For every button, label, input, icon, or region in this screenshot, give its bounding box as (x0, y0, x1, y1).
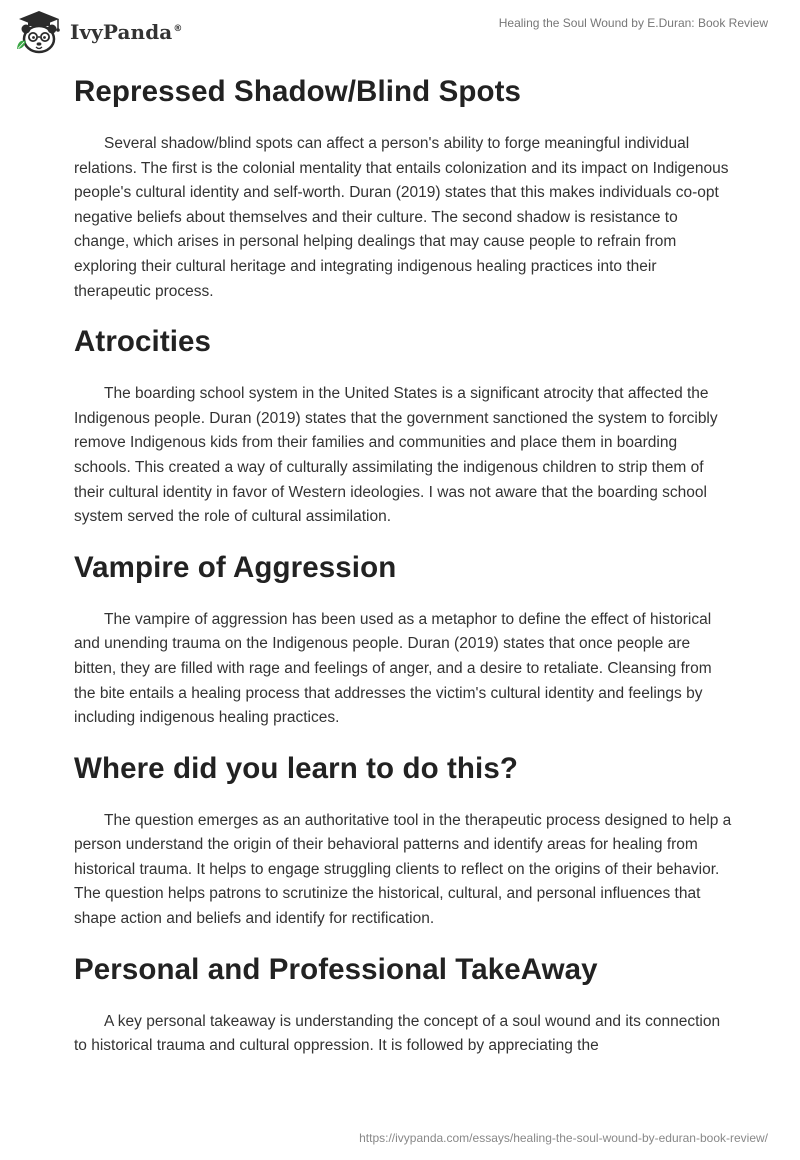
section-heading-where-did-you-learn: Where did you learn to do this? (74, 751, 518, 785)
page-header (0, 0, 800, 62)
registered-mark: ® (173, 24, 183, 35)
section-paragraph-atrocities: The boarding school system in the United States is a significant atrocity that affected the Indigenous people. Duran (2019) states that the government sanctioned the system to forcibly remove Indigenous kids from their families and communities and place them in boarding schools. This created a way of culturally assimilating the indigenous children to strip them of their cultural identity in favor of Western ideologies. I was not aware that the boarding school system served the role of cultural assimilation. (74, 385, 718, 526)
section-heading-vampire-of-aggression: Vampire of Aggression (74, 550, 397, 584)
section-paragraph-takeaway: A key personal takeaway is understanding the concept of a soul wound and its connection to historical trauma and cultural oppression. It is followed by appreciating the (74, 1012, 721, 1055)
section-heading-repressed-shadow: Repressed Shadow/Blind Spots (74, 75, 522, 108)
section-paragraph-where-did-you-learn: The question emerges as an authoritative tool in the therapeutic process designed to help a person understand the origin of their behavioral patterns and identify areas for healing from historical trauma. It helps to engage struggling clients to reflect on the origins of their behavior. The question helps patrons to scrutinize the historical, cultural, and personal influences that shape action and beliefs and identify for rectification. (74, 811, 732, 928)
section-heading-takeaway: Personal and Professional TakeAway (74, 952, 598, 986)
brand-name: IvyPanda® (70, 20, 183, 44)
section-heading-atrocities: Atrocities (74, 325, 212, 359)
section-paragraph-repressed-shadow: Several shadow/blind spots can affect a person's ability to forge meaningful individual relations. The first is the colonial mentality that entails colonization and its impact on Indigenous people's cultural identity and self-worth. Duran (2019) states that this makes individuals co-opt negative beliefs about themselves and their culture. The second shadow is resistance to change, which arises in personal helping dealings that may cause people to refrain from exploring their cultural heritage and integrating indigenous healing practices into their therapeutic process. (74, 135, 729, 300)
section-paragraph-vampire-of-aggression: The vampire of aggression has been used as a metaphor to define the effect of historical and unending trauma on the Indigenous people. Duran (2019) states that once people are bitten, they are filled with rage and feelings of anger, and a desire to retaliate. Cleansing from the bite entails a healing process that addresses the victim's cultural identity and feelings by including indigenous healing practices. (74, 610, 712, 727)
panda-graduate-icon (14, 9, 64, 55)
document-title: Healing the Soul Wound by E.Duran: Book Review (498, 16, 768, 30)
source-url-link[interactable]: https://ivypanda.com/essays/healing-the-soul-wound-by-eduran-book-review/ (359, 1131, 768, 1145)
essay-body (74, 70, 734, 1075)
brand-logo[interactable] (14, 9, 182, 55)
